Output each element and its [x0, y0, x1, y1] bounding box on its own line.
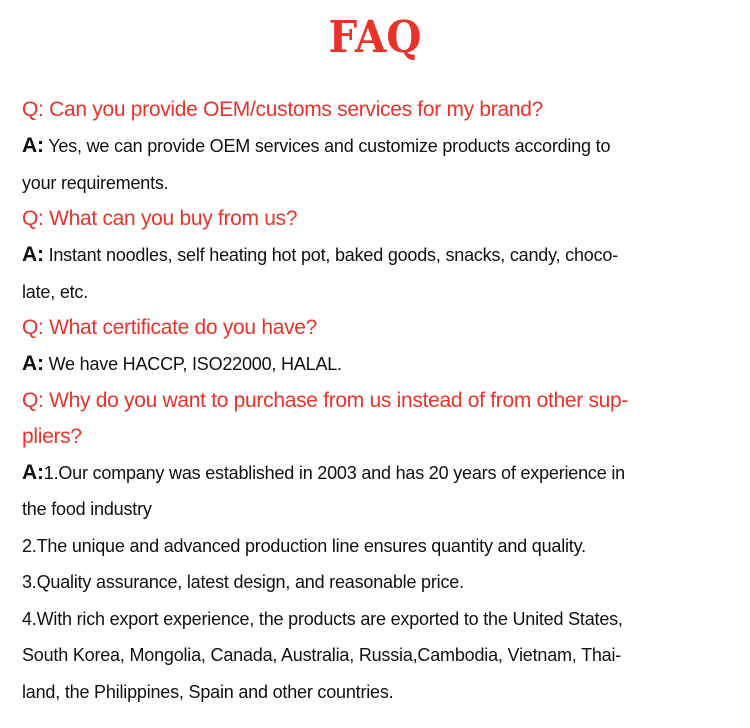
- answer-prefix: A:: [22, 134, 44, 157]
- faq-answer-line: 4.With rich export experience, the products are exported to the United States,: [22, 608, 623, 629]
- faq-question: pliers?: [22, 424, 82, 448]
- page-title: FAQ: [328, 12, 422, 63]
- faq-question: Q: Can you provide OEM/customs services for my brand?: [22, 98, 543, 121]
- faq-item: [22, 201, 734, 310]
- answer-text: Yes, we can provide OEM services and customize products according to: [43, 136, 611, 156]
- faq-answer-line: South Korea, Mongolia, Canada, Australia, Russia,Cambodia, Vietnam, Thai-: [22, 645, 622, 665]
- answer-prefix: A:: [22, 243, 44, 266]
- answer-text: We have HACCP, ISO22000, HALAL.: [43, 354, 342, 374]
- faq-item: [22, 310, 734, 383]
- faq-answer-line: land, the Philippines, Spain and other countries.: [22, 681, 394, 702]
- faq-question: Q: What can you buy from us?: [22, 207, 298, 230]
- faq-item: [22, 383, 734, 711]
- faq-item: [22, 92, 734, 201]
- answer-text: Instant noodles, self heating hot pot, baked goods, snacks, candy, choco-: [43, 245, 619, 265]
- faq-answer-line: 2.The unique and advanced production line ensures quantity and quality.: [22, 535, 586, 556]
- faq-answer-line: the food industry: [22, 499, 152, 519]
- faq-answer-line: 3.Quality assurance, latest design, and reasonable price.: [22, 572, 464, 592]
- faq-answer-line: late, etc.: [22, 281, 89, 302]
- faq-list: [22, 92, 734, 710]
- faq-answer-line: [22, 128, 734, 165]
- answer-prefix: A:: [22, 460, 44, 484]
- faq-question: Q: Why do you want to purchase from us instead of from other sup-: [22, 388, 629, 412]
- answer-text: 1.Our company was established in 2003 and has 20 years of experience in: [43, 462, 625, 483]
- answer-prefix: A:: [22, 352, 44, 375]
- faq-answer-line: [22, 346, 734, 383]
- faq-answer-line: your requirements.: [22, 172, 169, 193]
- faq-question: Q: What certificate do you have?: [22, 316, 318, 339]
- faq-answer-line: [22, 237, 734, 274]
- faq-answer-line: [22, 455, 734, 492]
